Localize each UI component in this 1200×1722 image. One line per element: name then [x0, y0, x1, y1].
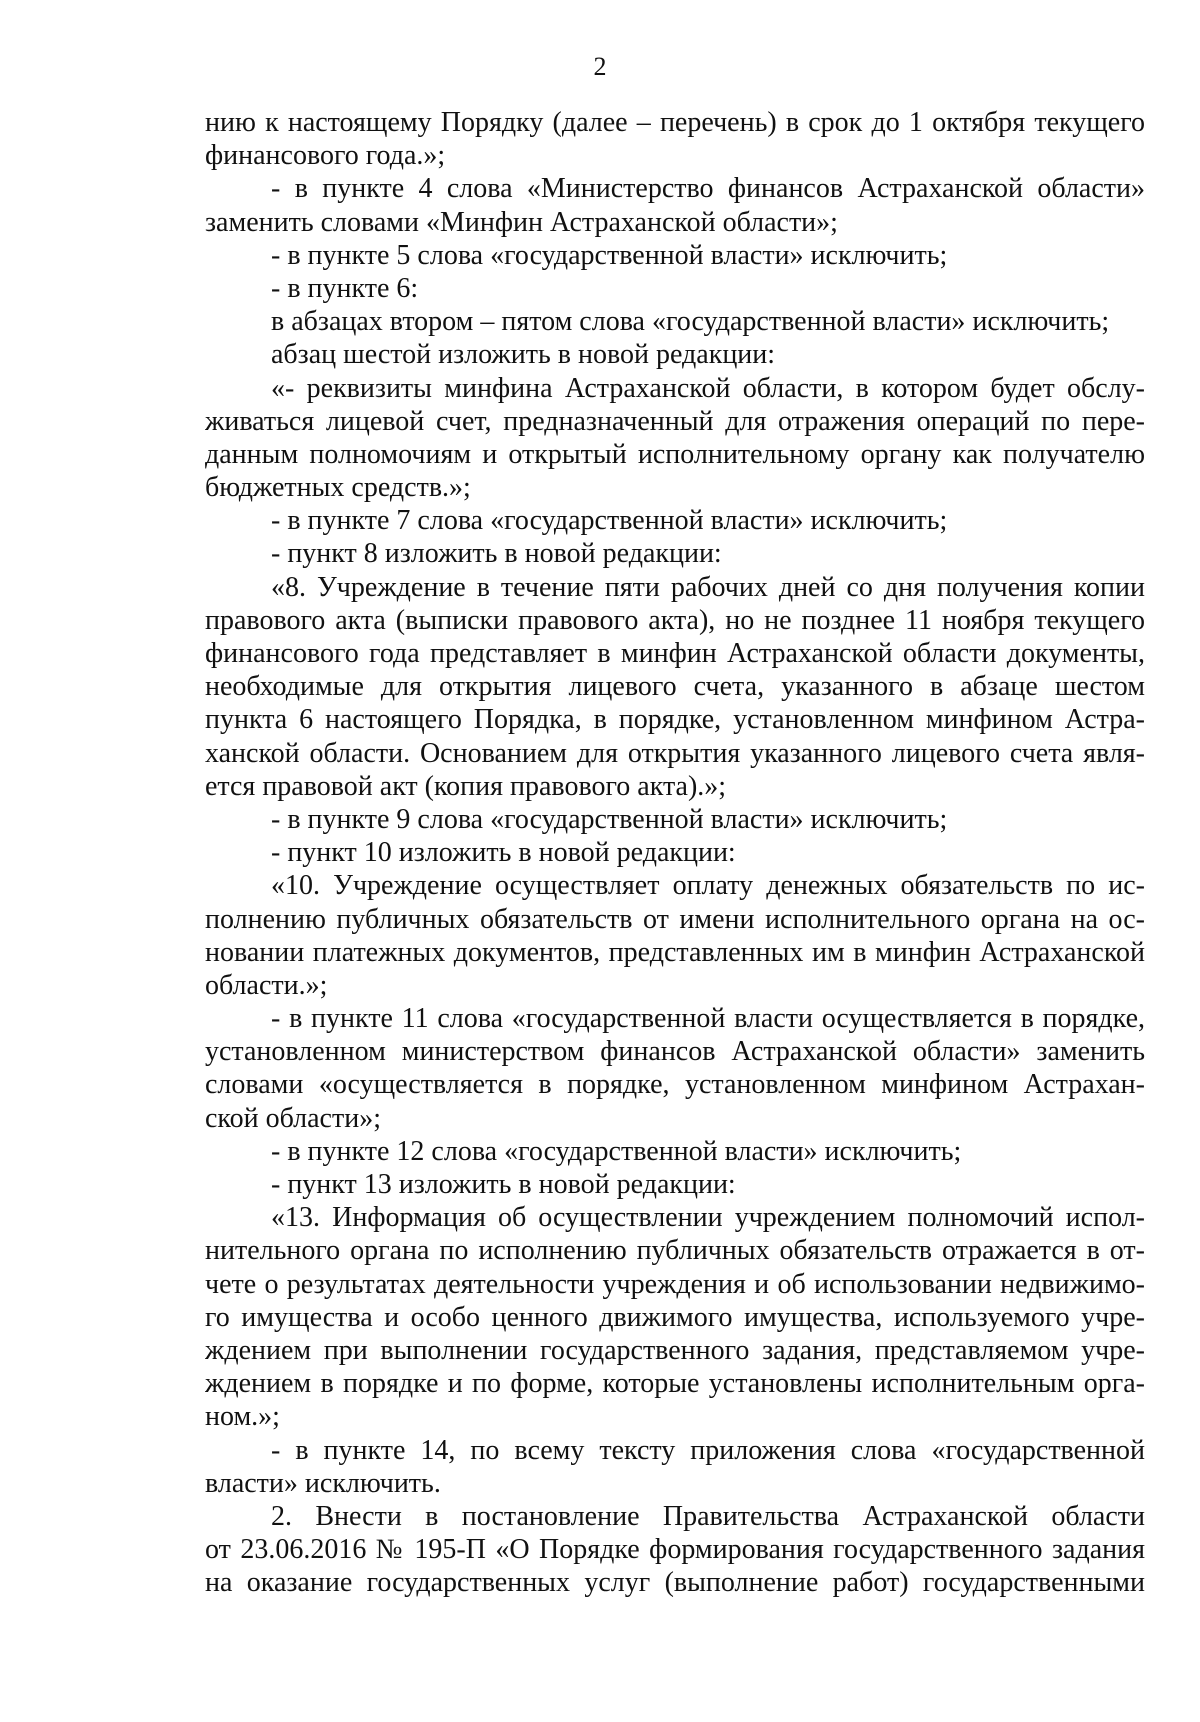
- document-body: [205, 106, 1145, 1599]
- text-line: - в пункте 9 слова «государственной власти» исключить;: [271, 803, 948, 835]
- text-line: - в пункте 7 слова «государственной власти» исключить;: [271, 505, 948, 537]
- text-line: го имущества и особо ценного движимого имущества, используемого учре-: [205, 1301, 1145, 1333]
- text-line: финансового года.»;: [205, 140, 446, 172]
- text-line: - пункт 13 изложить в новой редакции:: [271, 1169, 736, 1200]
- text-line: абзац шестой изложить в новой редакции:: [271, 339, 776, 371]
- text-line: ном.»;: [205, 1401, 280, 1433]
- text-line: «- реквизиты минфина Астраханской области, в котором будет обслу-: [271, 372, 1145, 404]
- text-line: «13. Информация об осуществлении учреждением полномочий испол-: [271, 1202, 1145, 1234]
- text-line: ханской области. Основанием для открытия указанного лицевого счета явля-: [205, 737, 1145, 769]
- text-line: в абзацах втором – пятом слова «государственной власти» исключить;: [271, 306, 1110, 338]
- text-line: бюджетных средств.»;: [205, 472, 471, 504]
- text-line: «10. Учреждение осуществляет оплату денежных обязательств по ис-: [271, 870, 1145, 902]
- text-line: заменить словами «Минфин Астраханской области»;: [205, 206, 838, 238]
- text-line: области.»;: [205, 969, 328, 1001]
- text-line: «8. Учреждение в течение пяти рабочих дней со дня получения копии: [271, 571, 1145, 603]
- page-number: 2: [593, 52, 607, 81]
- text-line: полнению публичных обязательств от имени исполнительного органа на ос-: [205, 903, 1145, 935]
- text-line: необходимые для открытия лицевого счета, указанного в абзаце шестом: [205, 671, 1145, 703]
- text-line: - в пункте 6:: [271, 272, 419, 304]
- text-line: от 23.06.2016 № 195-П «О Порядке формирования государственного задания: [205, 1534, 1145, 1566]
- text-line: ется правовой акт (копия правового акта).»;: [205, 770, 727, 802]
- text-line: словами «осуществляется в порядке, установленном минфином Астрахан-: [205, 1069, 1145, 1101]
- text-line: новании платежных документов, представленных им в минфин Астраханской: [205, 936, 1145, 968]
- text-line: живаться лицевой счет, предназначенный для отражения операций по пере-: [205, 405, 1145, 437]
- text-line: пункта 6 настоящего Порядка, в порядке, установленном минфином Астра-: [205, 704, 1145, 736]
- text-line: ждением в порядке и по форме, которые установлены исполнительным орга-: [205, 1368, 1145, 1400]
- text-line: ждением при выполнении государственного задания, представляемом учре-: [205, 1334, 1145, 1366]
- text-line: - в пункте 14, по всему тексту приложения слова «государственной: [271, 1434, 1145, 1466]
- text-line: - в пункте 4 слова «Министерство финансов Астраханской области»: [271, 173, 1145, 205]
- text-line: - в пункте 12 слова «государственной власти» исключить;: [271, 1135, 962, 1167]
- text-line: чете о результатах деятельности учреждения и об использовании недвижимо-: [205, 1268, 1145, 1300]
- text-line: нию к настоящему Порядку (далее – перечень) в срок до 1 октября текущего: [205, 107, 1145, 138]
- text-line: на оказание государственных услуг (выполнение работ) государственными: [205, 1567, 1145, 1599]
- text-line: установленном министерством финансов Астраханской области» заменить: [205, 1036, 1145, 1068]
- text-line: нительного органа по исполнению публичных обязательств отражается в от-: [205, 1235, 1145, 1267]
- text-line: данным полномочиям и открытый исполнительному органу как получателю: [205, 438, 1145, 470]
- text-line: - в пункте 5 слова «государственной власти» исключить;: [271, 239, 948, 271]
- text-line: власти» исключить.: [205, 1467, 441, 1499]
- text-line: ской области»;: [205, 1102, 381, 1134]
- text-line: 2. Внести в постановление Правительства Астраханской области: [271, 1500, 1145, 1532]
- text-line: - пункт 10 изложить в новой редакции:: [271, 837, 736, 869]
- text-line: - в пункте 11 слова «государственной власти осуществляется в порядке,: [271, 1003, 1145, 1035]
- text-line: финансового года представляет в минфин Астраханской области документы,: [205, 638, 1145, 669]
- text-line: - пункт 8 изложить в новой редакции:: [271, 538, 722, 570]
- text-line: правового акта (выписки правового акта), но не позднее 11 ноября текущего: [205, 604, 1145, 636]
